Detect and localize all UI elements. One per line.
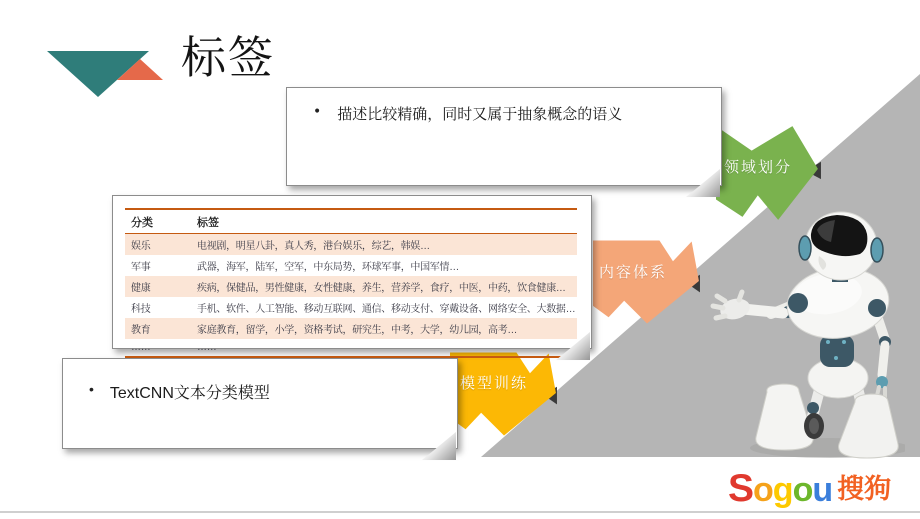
column-header-category: 分类	[125, 209, 191, 234]
table-header-row	[125, 209, 577, 234]
category-cell: ……	[131, 342, 151, 353]
callout-textcnn-model	[62, 358, 458, 449]
table-row	[125, 297, 577, 318]
tags-cell: 武器，海军，陆军，空军，中东局势，环球军事，中国军情…	[197, 262, 459, 273]
tags-cell: ……	[197, 342, 217, 353]
column-header-tags: 标签	[191, 209, 577, 234]
tags-cell: 手机、软件、人工智能、移动互联网、通信、移动支付、穿戴设备、网络安全、大数据…	[197, 304, 576, 315]
orange-triangle-icon	[117, 59, 163, 80]
category-cell: 科技	[131, 304, 151, 315]
bullet-icon: •	[89, 381, 94, 397]
logo-letter: g	[772, 471, 793, 509]
callout-label-table	[112, 195, 592, 353]
bullet-icon: •	[313, 104, 322, 120]
category-cell: 健康	[131, 283, 151, 294]
category-cell: 军事	[131, 262, 151, 273]
category-cell: 教育	[131, 325, 151, 336]
step-content-system	[593, 240, 701, 324]
step-label: 内容体系	[599, 264, 668, 281]
callout-semantic-description	[286, 87, 722, 186]
chevron-arrow-icon	[450, 352, 558, 436]
table-row	[125, 318, 577, 339]
logo-letter: o	[792, 471, 813, 509]
callout-text: 描述比较精确，同时又属于抽象概念的语义	[337, 105, 623, 123]
table-row	[125, 276, 577, 297]
step-model-training	[450, 352, 558, 436]
robot-mascot-illustration	[695, 190, 905, 465]
table-row	[125, 339, 577, 357]
step-label: 模型训练	[460, 375, 529, 392]
logo-letter: o	[753, 471, 773, 509]
label-table	[125, 208, 577, 358]
slide-footer-line	[0, 511, 920, 513]
step-domain-division	[716, 126, 822, 220]
step-label: 领域划分	[724, 159, 793, 176]
chevron-arrow-icon	[593, 240, 701, 324]
category-cell: 娱乐	[131, 241, 151, 252]
sogou-logo	[728, 469, 891, 509]
logo-letter: S	[728, 467, 754, 510]
callout-text: TextCNN文本分类模型	[109, 385, 270, 402]
logo-letter: u	[812, 471, 833, 509]
tags-cell: 疾病，保健品，男性健康，女性健康，养生，营养学，食疗，中医，中药，饮食健康…	[197, 283, 566, 294]
tags-cell: 家庭教育，留学，小学，资格考试，研究生，中考，大学，幼儿园，高考…	[197, 325, 518, 336]
table-row	[125, 255, 577, 276]
logo-chinese-text: 搜狗	[837, 474, 892, 504]
table-row	[125, 234, 577, 256]
page-title: 标签	[181, 32, 276, 83]
tags-cell: 电视剧，明星八卦，真人秀，港台娱乐，综艺，韩娱…	[197, 241, 430, 252]
